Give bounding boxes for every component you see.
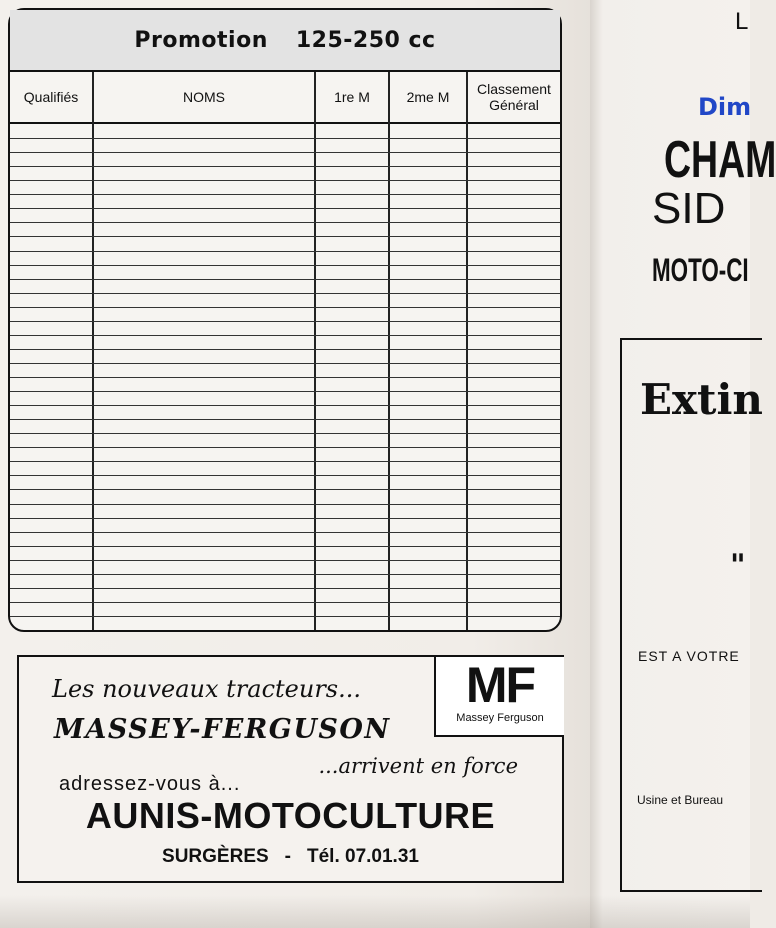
table-row-line	[10, 279, 560, 280]
table-row-line	[10, 419, 560, 420]
table-row-line	[10, 405, 560, 406]
col-header-qualifies: Qualifiés	[10, 72, 92, 124]
ad-separator: -	[284, 846, 291, 867]
table-row-line	[10, 377, 560, 378]
right-extin-text: Extin	[640, 375, 763, 424]
right-usine-text: Usine et Bureau	[637, 793, 724, 807]
table-row-line	[10, 546, 560, 547]
right-dim-text: Dim	[698, 93, 752, 121]
table-row-line	[10, 489, 560, 490]
right-votre-text: EST A VOTRE	[638, 648, 740, 664]
table-row-line	[10, 335, 560, 336]
right-quote-mark: "	[730, 548, 746, 583]
table-row-line	[10, 560, 560, 561]
ad-company-name: AUNIS-MOTOCULTURE	[85, 795, 496, 836]
table-row-line	[10, 504, 560, 505]
mf-logo-letters: MF	[465, 657, 535, 713]
title-word: Promotion	[134, 27, 268, 53]
table-row-line	[10, 180, 560, 181]
table-row-line	[10, 461, 560, 462]
massey-ferguson-ad	[17, 655, 564, 883]
table-row-line	[10, 293, 560, 294]
table-row-line	[10, 475, 560, 476]
table-row-line	[10, 222, 560, 223]
table-row-line	[10, 166, 560, 167]
results-table	[8, 8, 562, 632]
right-corner-letter: L	[735, 8, 749, 35]
table-row-line	[10, 391, 560, 392]
table-row-line	[10, 447, 560, 448]
table-title	[10, 10, 560, 72]
table-row-line	[10, 433, 560, 434]
ad-tagline: Les nouveaux tracteurs...	[52, 675, 361, 703]
title-class: 125-250 cc	[295, 27, 436, 53]
table-row-line	[10, 518, 560, 519]
ad-brand: MASSEY-FERGUSON	[54, 714, 391, 745]
table-row-line	[10, 251, 560, 252]
ad-contact-line	[19, 846, 562, 868]
table-row-line	[10, 602, 560, 603]
table-row-line	[10, 307, 560, 308]
table-row-line	[10, 208, 560, 209]
col-header-classement: Classement Général	[468, 72, 560, 124]
right-moto-text: MOTO-CI	[652, 252, 749, 288]
table-row-line	[10, 588, 560, 589]
table-row-line	[10, 138, 560, 139]
table-row-line	[10, 574, 560, 575]
right-sid-text: SID	[652, 184, 726, 233]
table-row-line	[10, 152, 560, 153]
mf-logo-name: Massey Ferguson	[456, 712, 544, 724]
mf-logo	[434, 657, 564, 737]
ad-phone: Tél. 07.01.31	[307, 846, 419, 867]
ad-city: SURGÈRES	[162, 846, 269, 867]
table-row-line	[10, 265, 560, 266]
table-row-line	[10, 194, 560, 195]
ad-call-to-action: adressez-vous à...	[59, 773, 241, 795]
right-cham-text: CHAM	[664, 131, 776, 189]
table-row-line	[10, 616, 560, 617]
table-row-line	[10, 321, 560, 322]
col-header-noms: NOMS	[94, 72, 314, 124]
table-row-line	[10, 349, 560, 350]
table-row-line	[10, 236, 560, 237]
ad-tagline-end: ...arrivent en force	[318, 754, 518, 778]
table-ruled-rows	[10, 124, 560, 630]
page-bottom-shadow	[0, 895, 750, 928]
col-header-2me-m: 2me M	[390, 72, 466, 124]
table-row-line	[10, 363, 560, 364]
table-row-line	[10, 532, 560, 533]
col-header-1re-m: 1re M	[316, 72, 388, 124]
